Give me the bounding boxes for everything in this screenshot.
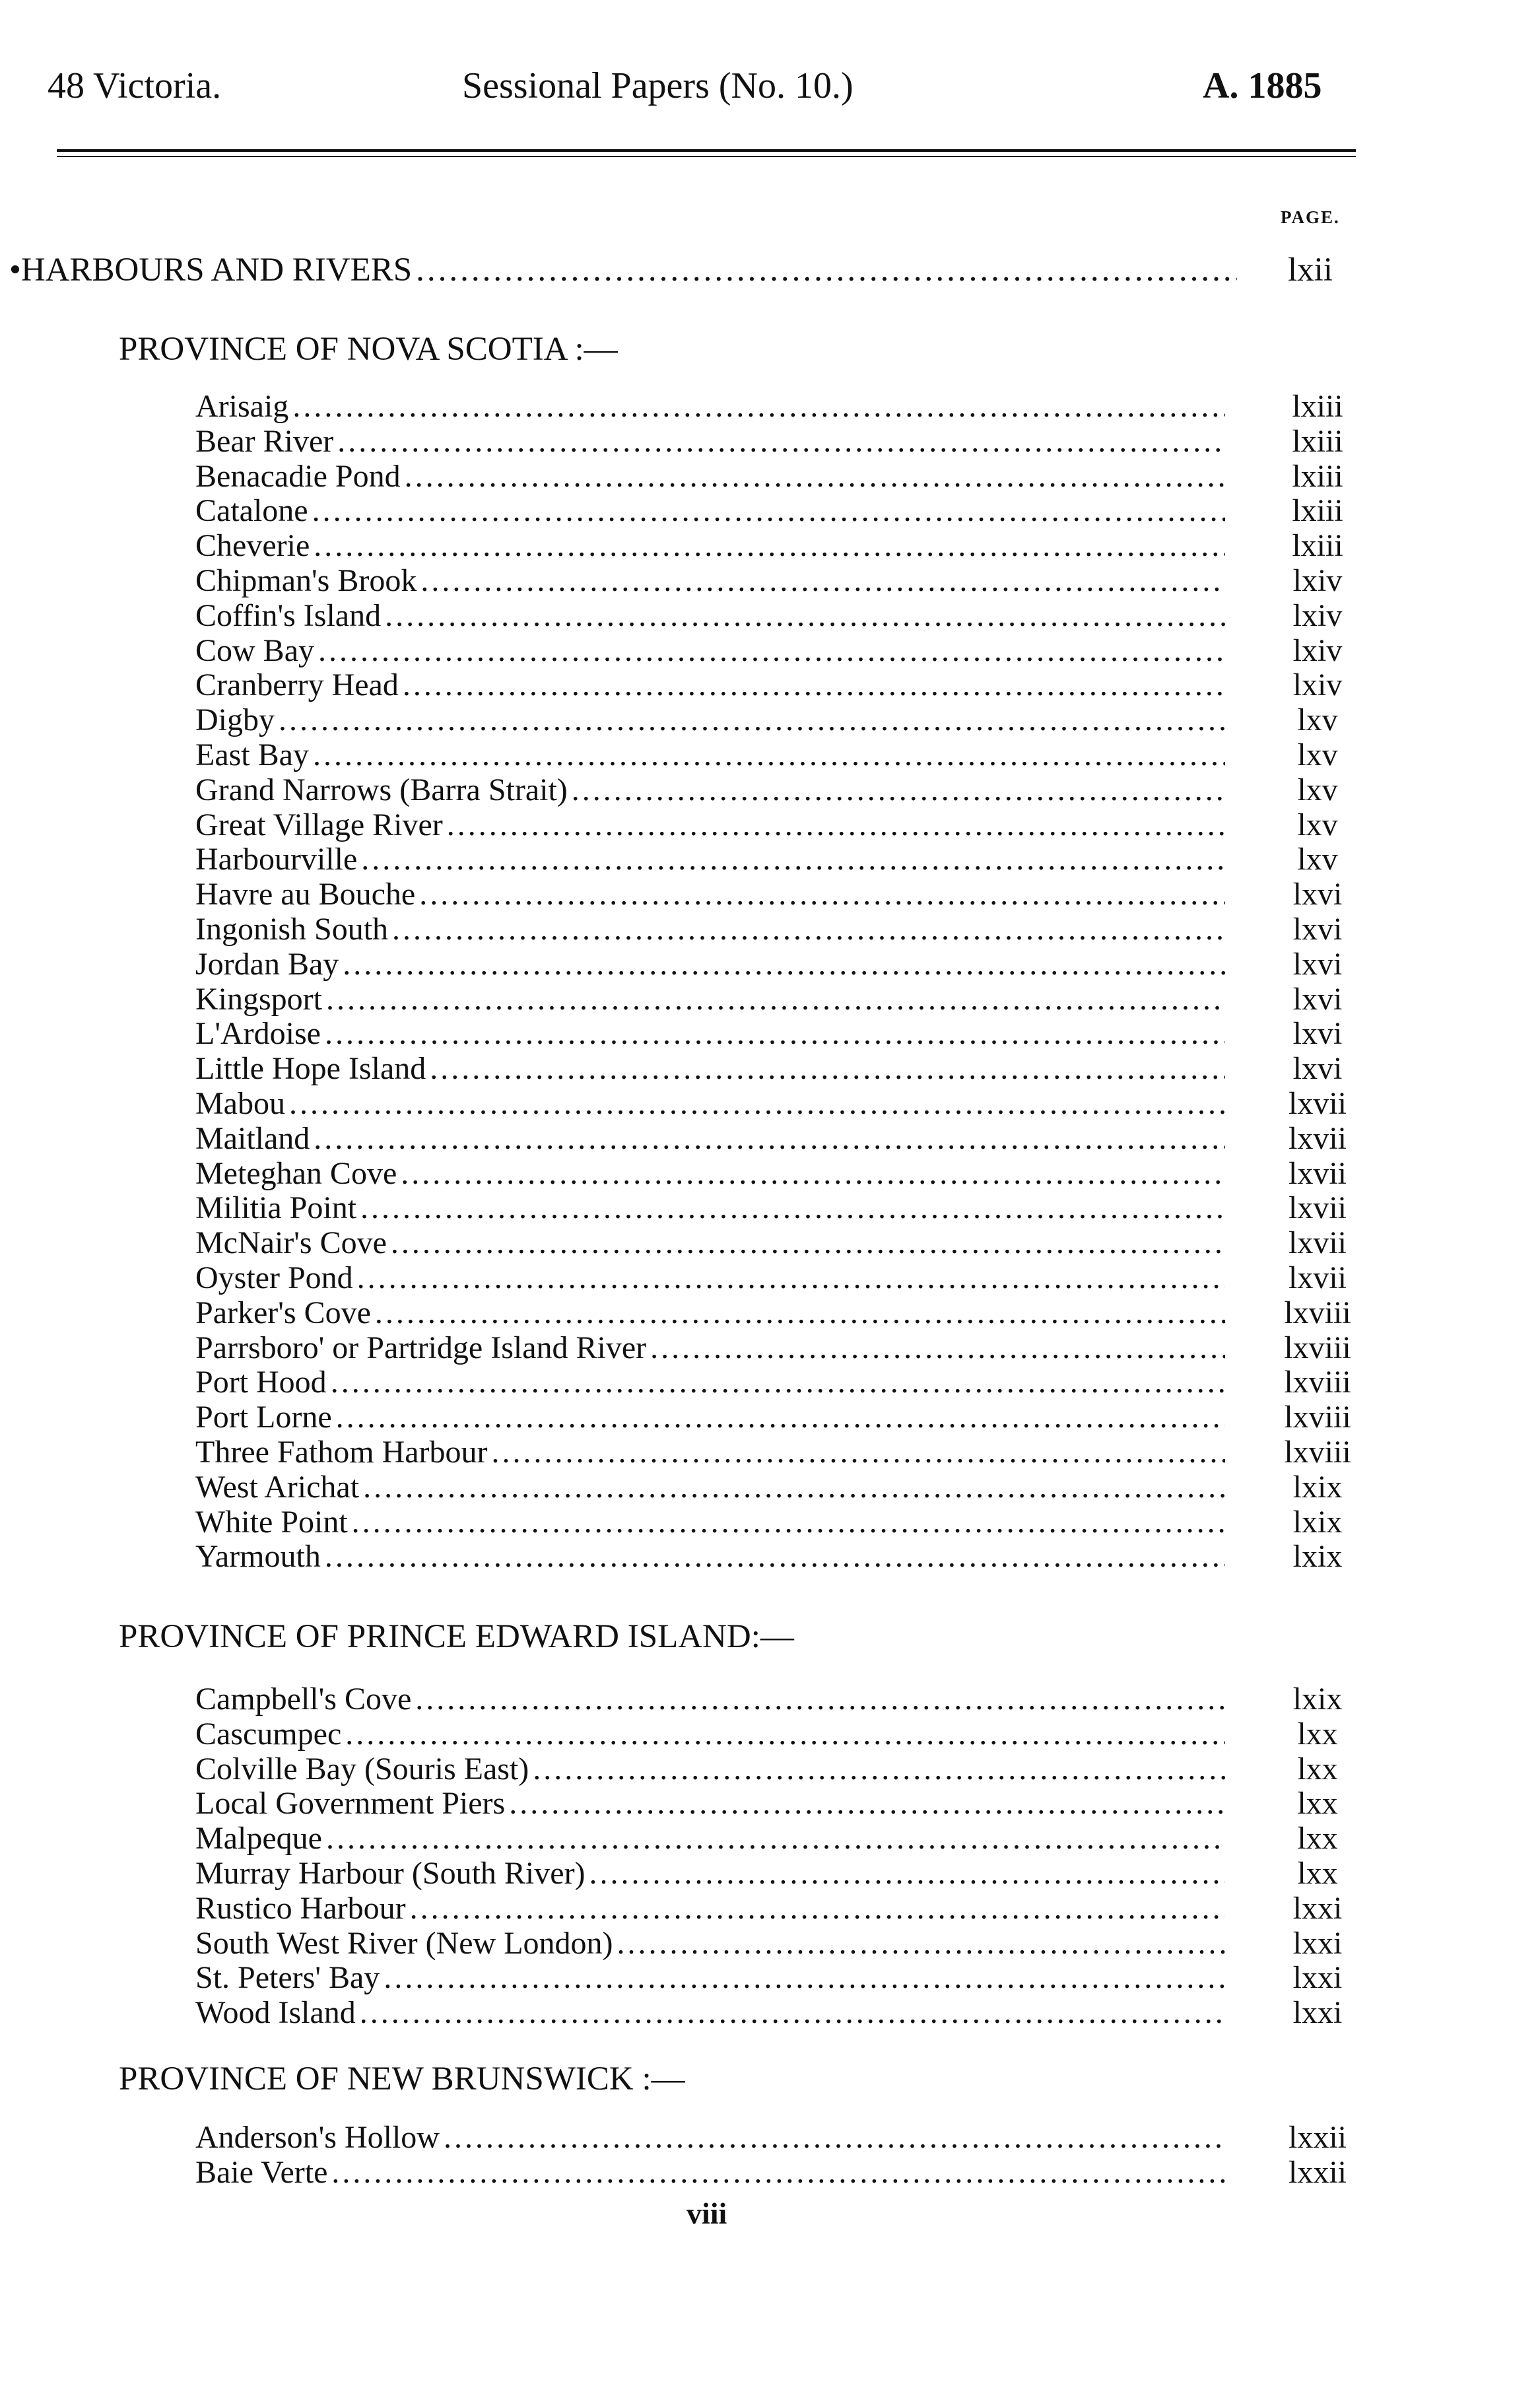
leader-dots: [391, 1225, 1225, 1261]
session-label: 48 Victoria.: [48, 65, 222, 106]
entry-name: Murray Harbour (South River): [195, 1856, 586, 1891]
entry-name: Bear River: [195, 424, 334, 459]
entry-name: East Bay: [195, 737, 309, 772]
entry-name: Mabou: [195, 1086, 285, 1121]
leader-dots: [325, 1538, 1225, 1575]
page-ref: lxviii: [1284, 1435, 1351, 1470]
leader-dots: [416, 251, 1237, 289]
page-ref: lxvii: [1288, 1086, 1347, 1121]
leader-dots: [375, 1295, 1225, 1331]
page-ref: lxviii: [1284, 1365, 1351, 1400]
entry-name: Malpeque: [195, 1821, 322, 1856]
entry-name: Jordan Bay: [195, 947, 339, 982]
leader-dots: [401, 1155, 1225, 1192]
leader-dots: [430, 1050, 1225, 1087]
page-ref: lxv: [1297, 772, 1338, 807]
toc-entry: [195, 1538, 1343, 1574]
entry-name: West Arichat: [195, 1470, 360, 1505]
leader-dots: [361, 841, 1225, 877]
leader-dots: [420, 562, 1225, 599]
leader-dots: [405, 458, 1225, 494]
leader-dots: [360, 1190, 1225, 1226]
toc-entry: [195, 527, 1343, 563]
toc-entry: [195, 632, 1343, 668]
toc-entry: [195, 1155, 1347, 1191]
toc-entry: [195, 737, 1338, 772]
page-ref: lxviii: [1284, 1295, 1351, 1330]
leader-dots: [650, 1330, 1225, 1366]
entry-name: Catalone: [195, 493, 308, 528]
entry-name: White Point: [195, 1505, 348, 1540]
entry-name: L'Ardoise: [195, 1016, 321, 1051]
leader-dots: [572, 772, 1225, 808]
entry-name: Wood Island: [195, 1995, 356, 2030]
entry-name: Local Government Piers: [195, 1786, 506, 1821]
entry-name: Port Hood: [195, 1365, 327, 1400]
page-ref: lxvi: [1292, 1051, 1343, 1086]
toc-entry: [195, 2154, 1347, 2190]
toc-entry: [195, 1994, 1343, 2030]
toc-entry: [195, 1399, 1351, 1435]
section-heading-row: [9, 251, 1333, 289]
leader-dots: [415, 1681, 1225, 1717]
toc-entry: [195, 1190, 1347, 1225]
entry-name: Parker's Cove: [195, 1295, 371, 1330]
toc-entry: [195, 1751, 1338, 1786]
entry-name: Chipman's Brook: [195, 563, 417, 598]
toc-entry: [195, 946, 1343, 982]
toc-entry: [195, 1225, 1347, 1260]
toc-entry: [195, 1855, 1338, 1891]
province-heading: PROVINCE OF NEW BRUNSWICK :—: [119, 2060, 685, 2097]
toc-entry: [195, 1925, 1343, 1961]
toc-entry: [195, 841, 1338, 877]
page-ref: lxiv: [1292, 633, 1343, 668]
province-heading: PROVINCE OF NOVA SCOTIA :—: [119, 331, 618, 368]
toc-entry: [195, 702, 1338, 737]
page-ref: lxix: [1292, 1682, 1343, 1717]
leader-dots: [385, 597, 1225, 634]
page-ref: lxiii: [1292, 459, 1343, 494]
page-ref: lxiii: [1292, 528, 1343, 563]
entry-name: Harbourville: [195, 842, 358, 877]
leader-dots: [533, 1751, 1225, 1787]
leader-dots: [363, 1469, 1225, 1505]
entry-name: South West River (New London): [195, 1926, 613, 1961]
entry-name: Kingsport: [195, 982, 322, 1017]
page-ref: lxvi: [1292, 947, 1343, 982]
page-ref: lxx: [1297, 1786, 1338, 1821]
page-ref: lxv: [1297, 807, 1338, 842]
leader-dots: [509, 1785, 1225, 1821]
entry-name: Grand Narrows (Barra Strait): [195, 772, 568, 807]
page-ref: lxx: [1297, 1821, 1338, 1856]
leader-dots: [392, 911, 1225, 947]
entry-name: Great Village River: [195, 807, 443, 842]
page-ref: lxx: [1297, 1717, 1338, 1752]
toc-entry: [195, 1681, 1343, 1717]
leader-dots: [345, 1716, 1225, 1752]
entry-name: Little Hope Island: [195, 1051, 426, 1086]
entry-name: Cow Bay: [195, 633, 314, 668]
toc-entry: [195, 876, 1343, 912]
entry-name: Militia Point: [195, 1190, 357, 1225]
leader-dots: [444, 2119, 1225, 2156]
entry-name: Port Lorne: [195, 1400, 332, 1435]
leader-dots: [419, 876, 1225, 912]
page-ref: lxvi: [1292, 877, 1343, 912]
page-ref: lxvii: [1288, 1156, 1347, 1191]
leader-dots: [410, 1890, 1225, 1926]
leader-dots: [325, 1015, 1225, 1052]
section-title: •HARBOURS AND RIVERS: [9, 252, 413, 289]
toc-entry: [195, 911, 1343, 947]
page-ref: lxiii: [1292, 389, 1343, 424]
leader-dots: [336, 1399, 1225, 1435]
toc-entry: [195, 493, 1343, 528]
toc-entry: [195, 458, 1343, 494]
toc-entry: [195, 1785, 1338, 1821]
page-ref: lxxii: [1288, 2120, 1347, 2155]
leader-dots: [492, 1434, 1225, 1470]
page-ref: lxiv: [1292, 598, 1343, 633]
leader-dots: [318, 632, 1225, 669]
entry-name: Baie Verte: [195, 2155, 328, 2190]
leader-dots: [589, 1855, 1225, 1891]
toc-entry: [195, 562, 1343, 598]
toc-entry: [195, 1260, 1347, 1295]
toc-entry: [195, 1050, 1343, 1086]
toc-entry: [195, 1820, 1338, 1856]
page-ref: lxii: [1287, 252, 1333, 289]
entry-name: Maitland: [195, 1121, 310, 1156]
page-ref: lxvi: [1292, 1016, 1343, 1051]
toc-entry: [195, 667, 1343, 702]
page-ref: lxix: [1292, 1505, 1343, 1540]
entry-name: Rustico Harbour: [195, 1891, 406, 1926]
page-header: [0, 65, 1540, 118]
entry-name: Yarmouth: [195, 1539, 321, 1574]
leader-dots: [312, 493, 1225, 529]
leader-dots: [331, 2154, 1225, 2191]
toc-entry: [195, 423, 1343, 459]
entry-name: Arisaig: [195, 389, 289, 424]
entry-name: Anderson's Hollow: [195, 2120, 440, 2155]
page-ref: lxxii: [1288, 2155, 1347, 2190]
page-ref: lxv: [1297, 737, 1338, 772]
toc-entry: [195, 807, 1338, 842]
toc-entry: [195, 1364, 1351, 1400]
leader-dots: [357, 1260, 1225, 1296]
toc-entry: [195, 1085, 1347, 1121]
leader-dots: [314, 1120, 1225, 1157]
entry-name: St. Peters' Bay: [195, 1960, 380, 1995]
province-heading: PROVINCE OF PRINCE EDWARD ISLAND:—: [119, 1618, 794, 1655]
page-ref: lxx: [1297, 1752, 1338, 1786]
year-label: A. 1885: [1203, 65, 1322, 106]
toc-entry: [195, 597, 1343, 633]
entry-name: Parrsboro' or Partridge Island River: [195, 1330, 647, 1365]
entry-name: Havre au Bouche: [195, 877, 416, 912]
leader-dots: [326, 981, 1225, 1017]
entry-name: Three Fathom Harbour: [195, 1435, 488, 1470]
leader-dots: [447, 807, 1225, 843]
entry-name: Cascumpec: [195, 1717, 342, 1752]
page-ref: lxxi: [1292, 1926, 1343, 1961]
page-ref: lxviii: [1284, 1400, 1351, 1435]
entry-name: Colville Bay (Souris East): [195, 1752, 529, 1786]
leader-dots: [337, 423, 1225, 459]
toc-entry: [195, 1434, 1351, 1470]
leader-dots: [360, 1994, 1225, 2031]
entry-name: Coffin's Island: [195, 598, 382, 633]
toc-entry: [195, 772, 1338, 807]
toc-entry: [195, 1330, 1351, 1365]
entry-name: Meteghan Cove: [195, 1156, 397, 1191]
leader-dots: [314, 527, 1225, 564]
leader-dots: [326, 1820, 1225, 1856]
leader-dots: [384, 1959, 1225, 1996]
toc-entry: [195, 981, 1343, 1017]
page-ref: lxix: [1292, 1470, 1343, 1505]
page-number: viii: [686, 2196, 727, 2230]
page-ref: lxx: [1297, 1856, 1338, 1891]
leader-dots: [292, 388, 1225, 425]
leader-dots: [617, 1925, 1225, 1961]
leader-dots: [279, 702, 1225, 738]
toc-entry: [195, 388, 1343, 424]
toc-entry: [195, 2119, 1347, 2155]
entry-name: Cheverie: [195, 528, 310, 563]
page-column-label: PAGE.: [1281, 207, 1340, 227]
page-ref: lxvii: [1288, 1225, 1347, 1260]
entry-name: Ingonish South: [195, 912, 389, 947]
page-ref: lxiv: [1292, 563, 1343, 598]
leader-dots: [331, 1364, 1225, 1400]
entry-name: Digby: [195, 702, 275, 737]
page-ref: lxv: [1297, 702, 1338, 737]
toc-entry: [195, 1015, 1343, 1051]
page-ref: lxxi: [1292, 1960, 1343, 1995]
toc-entry: [195, 1890, 1343, 1926]
page-ref: lxvii: [1288, 1260, 1347, 1295]
page-ref: lxvi: [1292, 912, 1343, 947]
toc-entry: [195, 1295, 1351, 1330]
leader-dots: [289, 1085, 1225, 1122]
page-ref: lxxi: [1292, 1891, 1343, 1926]
page-ref: lxvii: [1288, 1190, 1347, 1225]
toc-entry: [195, 1959, 1343, 1995]
toc-entry: [195, 1716, 1338, 1752]
entry-name: Benacadie Pond: [195, 459, 401, 494]
header-rule-thin: [57, 156, 1356, 157]
toc-entry: [195, 1469, 1343, 1505]
entry-name: Campbell's Cove: [195, 1682, 412, 1717]
document-title: Sessional Papers (No. 10.): [462, 65, 854, 106]
page-ref: lxvi: [1292, 982, 1343, 1017]
page-ref: lxvii: [1288, 1121, 1347, 1156]
page-ref: lxiii: [1292, 424, 1343, 459]
toc-entry: [195, 1504, 1343, 1540]
leader-dots: [403, 667, 1225, 703]
header-rule: [57, 149, 1356, 152]
page-ref: lxiv: [1292, 667, 1343, 702]
leader-dots: [313, 737, 1225, 773]
page-ref: lxv: [1297, 842, 1338, 877]
entry-name: McNair's Cove: [195, 1225, 387, 1260]
page-ref: lxxi: [1292, 1995, 1343, 2030]
page-ref: lxiii: [1292, 493, 1343, 528]
page-ref: lxviii: [1284, 1330, 1351, 1365]
entry-name: Cranberry Head: [195, 667, 399, 702]
entry-name: Oyster Pond: [195, 1260, 353, 1295]
toc-entry: [195, 1120, 1347, 1156]
page-ref: lxix: [1292, 1539, 1343, 1574]
leader-dots: [343, 946, 1225, 982]
leader-dots: [352, 1504, 1225, 1540]
